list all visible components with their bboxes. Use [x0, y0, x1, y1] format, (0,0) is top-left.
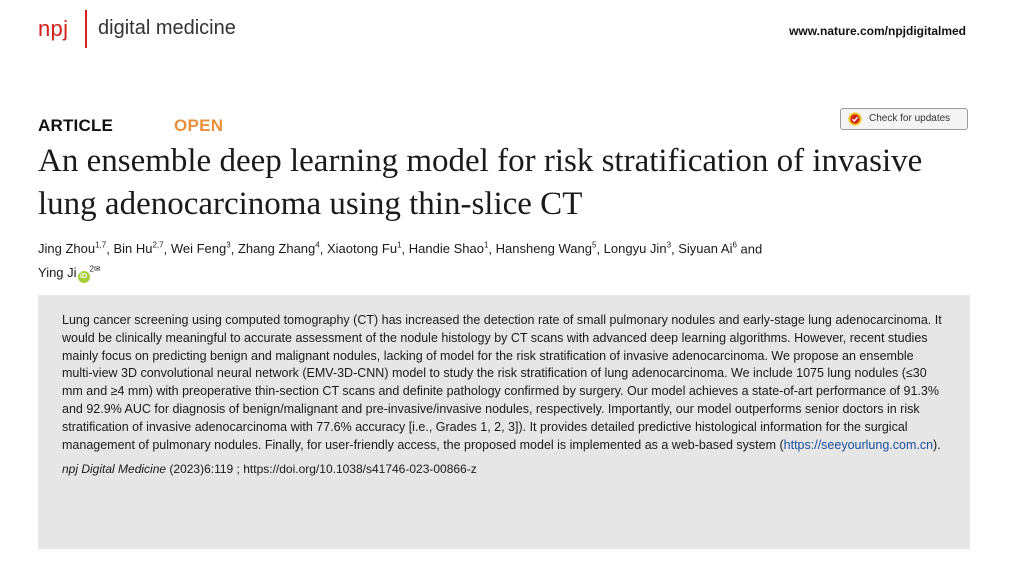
- author[interactable]: Jing Zhou$^{1,7}$: [38, 241, 107, 257]
- author[interactable]: Xiaotong Fu$^1$: [326, 241, 402, 257]
- citation-journal: npj Digital Medicine: [62, 462, 167, 477]
- citation-line: [62, 462, 946, 476]
- journal-name: digital medicine: [98, 17, 236, 39]
- journal-brand: npj: [38, 16, 69, 41]
- check-for-updates-button[interactable]: [840, 108, 968, 130]
- author[interactable]: Siyuan Ai$^6$: [678, 241, 737, 257]
- journal-header: [38, 10, 970, 50]
- authors-and: and: [740, 241, 763, 257]
- orcid-icon[interactable]: iD: [78, 271, 90, 283]
- abstract-text: Lung cancer screening using computed tomography (CT) has increased the detection rate of small pulmonary nodules and early-stage lung adenocarcinoma. It would be clinically meaningful to accurate assessment of the nodule histology by CT scans with advanced deep learning algorithms. However, recent studies mainly focus on predicting benign and malignant nodules, lacking of model for the risk stratification of invasive adenocarcinoma. We propose an ensemble multi-view 3D convolutional neural network (EMV-3D-CNN) model to study the risk stratification of lung adenocarcinoma. We include 1075 lung nodules (≤30 mm and ≥4 mm) with preoperative thin-section CT scans and definite pathology confirmed by surgery. Our model achieves a state-of-art performance of 91.3% and 92.9% AUC for diagnosis of benign/malignant and pre-invasive/invasive nodules, respectively. Importantly, our model outperforms senior doctors in risk stratification of invasive adenocarcinoma with 77.6% accuracy [i.e., Grades 1, 2, 3]). It provides detailed predictive histological information for the surgical management of pulmonary nodules. Finally, for user-friendly access, the proposed model is implemented as a web-based system (https://seeyourlung.com.cn).: [62, 313, 942, 452]
- open-access-label: OPEN: [174, 116, 224, 135]
- author[interactable]: Zhang Zhang$^4$: [237, 241, 320, 257]
- author-list: Jing Zhou$^{1,7}$, Bin Hu$^{2,7}$, Wei Feng$^3$, Zhang Zhang$^4$, Xiaotong Fu$^1$, Handie Shao$^1$, Hansheng Wang$^5$, Longyu Jin$^3$, Siyuan Ai$^6$ and Ying Ji $iD^{2✉}$: [38, 236, 978, 283]
- author[interactable]: Bin Hu$^{2,7}$: [113, 241, 164, 257]
- crossmark-icon: [848, 112, 862, 126]
- journal-url-link[interactable]: www.nature.com/npjdigitalmed: [789, 24, 966, 38]
- check-updates-label: Check for updates: [869, 113, 951, 124]
- author[interactable]: Hansheng Wang$^5$: [495, 241, 597, 257]
- brand-divider: [85, 10, 87, 48]
- article-type-label: ARTICLE: [38, 116, 114, 135]
- article-title: An ensemble deep learning model for risk stratification of invasive lung adenocarcinoma using thin-slice CT: [38, 143, 923, 222]
- author[interactable]: Wei Feng$^3$: [170, 241, 231, 257]
- web-system-link[interactable]: https://seeyourlung.com.cn: [783, 437, 934, 452]
- citation-doi[interactable]: (2023)6:119 ; https://doi.org/10.1038/s41746-023-00866-z: [166, 462, 477, 477]
- abstract-panel: [38, 295, 970, 549]
- author[interactable]: Ying Ji $iD^{2✉}$: [38, 265, 101, 280]
- author[interactable]: Longyu Jin$^3$: [603, 241, 672, 257]
- author[interactable]: Handie Shao$^1$: [408, 241, 489, 257]
